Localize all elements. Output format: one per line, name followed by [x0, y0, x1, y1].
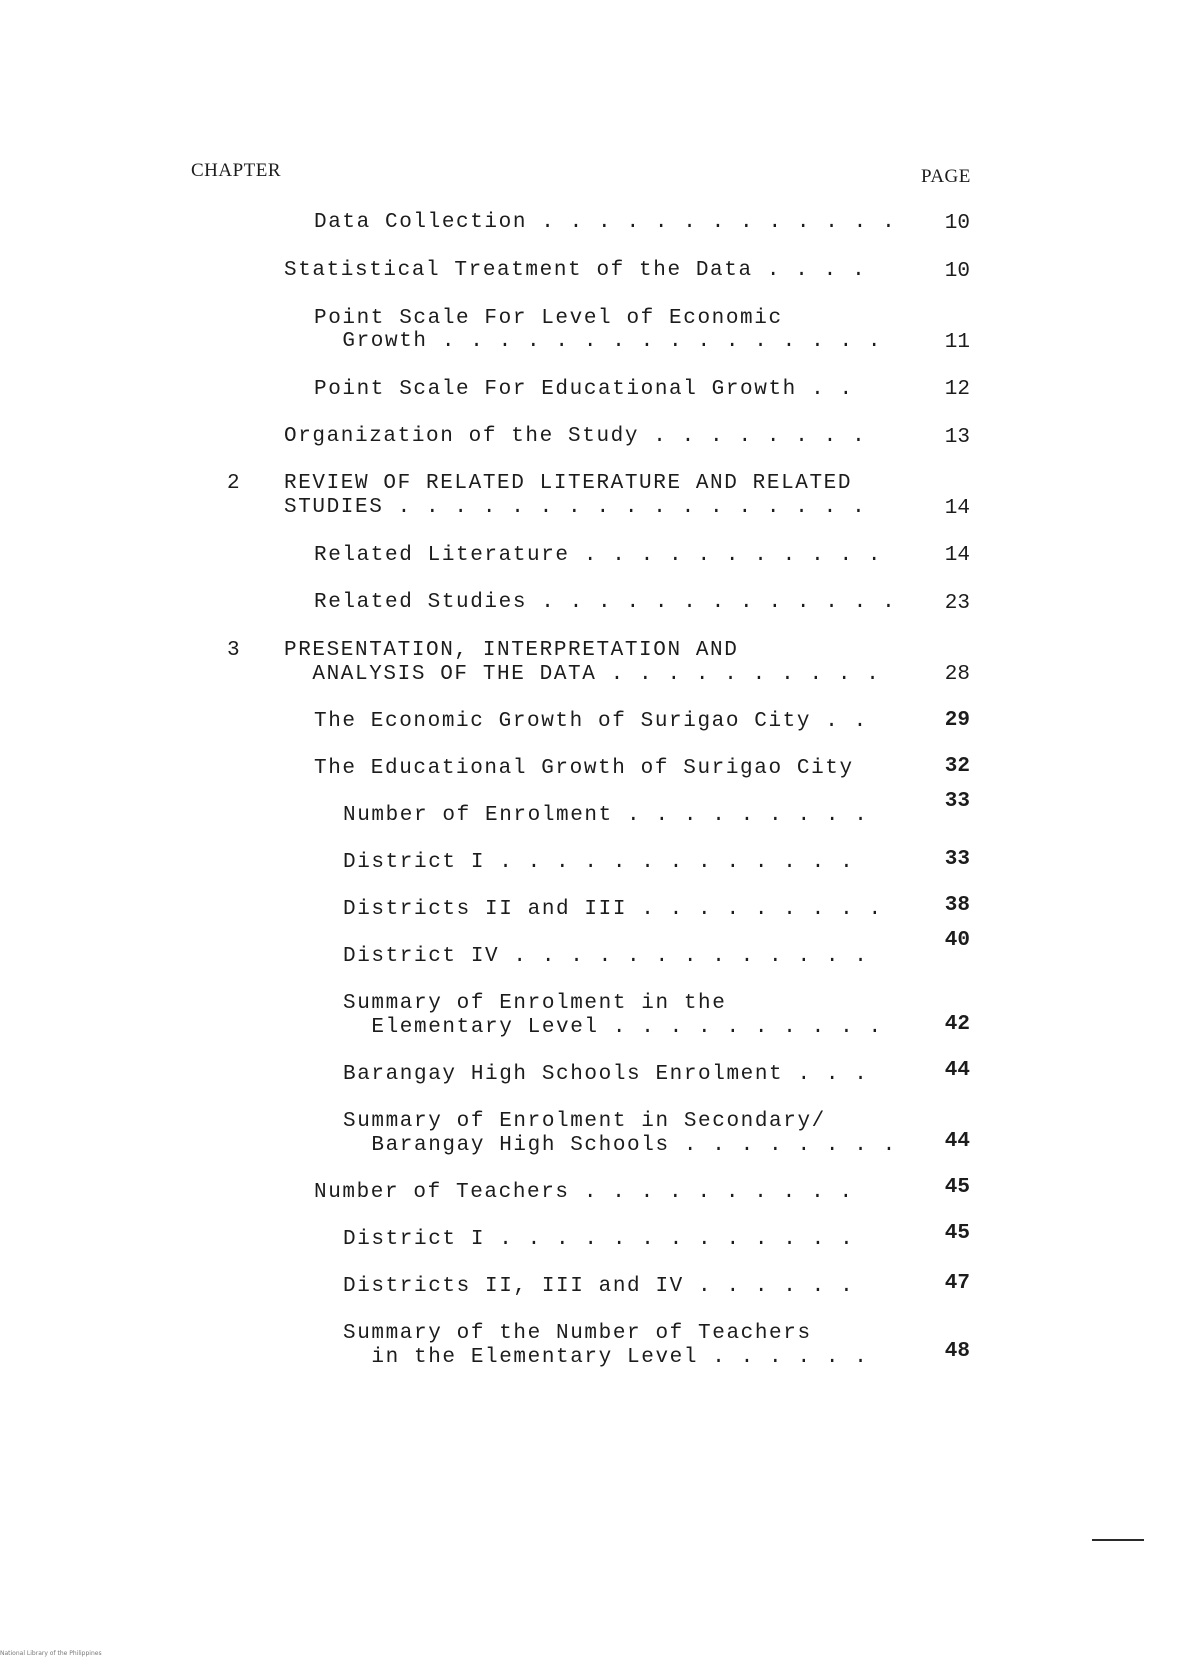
toc-page-number: 38	[944, 894, 970, 917]
toc-entry-line: ANALYSIS OF THE DATA . . . . . . . . . .	[284, 663, 881, 686]
toc-page-number: 40	[944, 929, 970, 952]
toc-entry-line: Barangay High Schools Enrolment . . .	[343, 1063, 869, 1086]
toc-page-number: 48	[944, 1340, 970, 1363]
toc-page-number: 45	[944, 1176, 970, 1199]
toc-entry-line: Barangay High Schools . . . . . . . .	[343, 1134, 897, 1157]
toc-entry-line: STUDIES . . . . . . . . . . . . . . . . .	[284, 496, 867, 519]
toc-entry-line: REVIEW OF RELATED LITERATURE AND RELATED	[284, 472, 853, 495]
toc-page-number: 42	[944, 1013, 970, 1036]
toc-entry-line: Number of Teachers . . . . . . . . . .	[314, 1181, 854, 1204]
toc-page-number: 28	[944, 663, 970, 686]
margin-rule	[1092, 1539, 1144, 1541]
toc-entry-line: Data Collection . . . . . . . . . . . . .	[314, 211, 897, 234]
toc-page-number: 45	[944, 1222, 970, 1245]
toc-page-number: 14	[944, 544, 970, 567]
toc-entry-line: District I . . . . . . . . . . . . .	[343, 1228, 855, 1251]
toc-page-number: 33	[944, 790, 970, 813]
scan-footer: National Library of the Philippines	[0, 1650, 102, 1657]
toc-entry-line: Point Scale For Educational Growth . .	[314, 378, 854, 401]
toc-entry-line: Summary of the Number of Teachers	[343, 1322, 812, 1345]
toc-page-number: 14	[944, 497, 970, 520]
toc-page-number: 11	[944, 331, 970, 354]
toc-page-number: 12	[944, 378, 970, 401]
toc-page-number: 10	[944, 212, 970, 235]
toc-page-number: 23	[944, 592, 970, 615]
toc-page-number: 29	[944, 709, 970, 732]
page-header: PAGE	[921, 166, 971, 187]
toc-entry-line: PRESENTATION, INTERPRETATION AND	[284, 639, 739, 662]
chapter-number: 2	[227, 472, 240, 495]
toc-page-number: 33	[944, 848, 970, 871]
toc-page-number: 10	[944, 260, 970, 283]
toc-page-number: 32	[944, 755, 970, 778]
toc-entry-line: The Educational Growth of Surigao City	[314, 757, 854, 780]
toc-page-number: 47	[944, 1272, 970, 1295]
toc-entry-line: District I . . . . . . . . . . . . .	[343, 851, 855, 874]
toc-entry-line: Districts II and III . . . . . . . . .	[343, 898, 883, 921]
toc-entry-line: Summary of Enrolment in Secondary/	[343, 1110, 826, 1133]
toc-entry-line: Number of Enrolment . . . . . . . . .	[343, 804, 869, 827]
toc-entry-line: The Economic Growth of Surigao City . .	[314, 710, 868, 733]
toc-entry-line: Elementary Level . . . . . . . . . .	[343, 1016, 883, 1039]
toc-entry-line: Growth . . . . . . . . . . . . . . . .	[314, 330, 883, 353]
toc-page-number: 13	[944, 426, 970, 449]
toc-entry-line: Statistical Treatment of the Data . . . .	[284, 259, 867, 282]
toc-entry-line: District IV . . . . . . . . . . . . .	[343, 945, 869, 968]
toc-entry-line: Organization of the Study . . . . . . . .	[284, 425, 867, 448]
toc-entry-line: Point Scale For Level of Economic	[314, 307, 783, 330]
toc-entry-line: Related Studies . . . . . . . . . . . . .	[314, 591, 897, 614]
toc-entry-line: Related Literature . . . . . . . . . . .	[314, 544, 883, 567]
toc-page-number: 44	[944, 1059, 970, 1082]
toc-page-number: 44	[944, 1130, 970, 1153]
chapter-header: CHAPTER	[191, 160, 282, 181]
toc-entry-line: in the Elementary Level . . . . . .	[343, 1346, 869, 1369]
toc-entry-line: Districts II, III and IV . . . . . .	[343, 1275, 855, 1298]
chapter-number: 3	[227, 639, 240, 662]
toc-entry-line: Summary of Enrolment in the	[343, 992, 727, 1015]
